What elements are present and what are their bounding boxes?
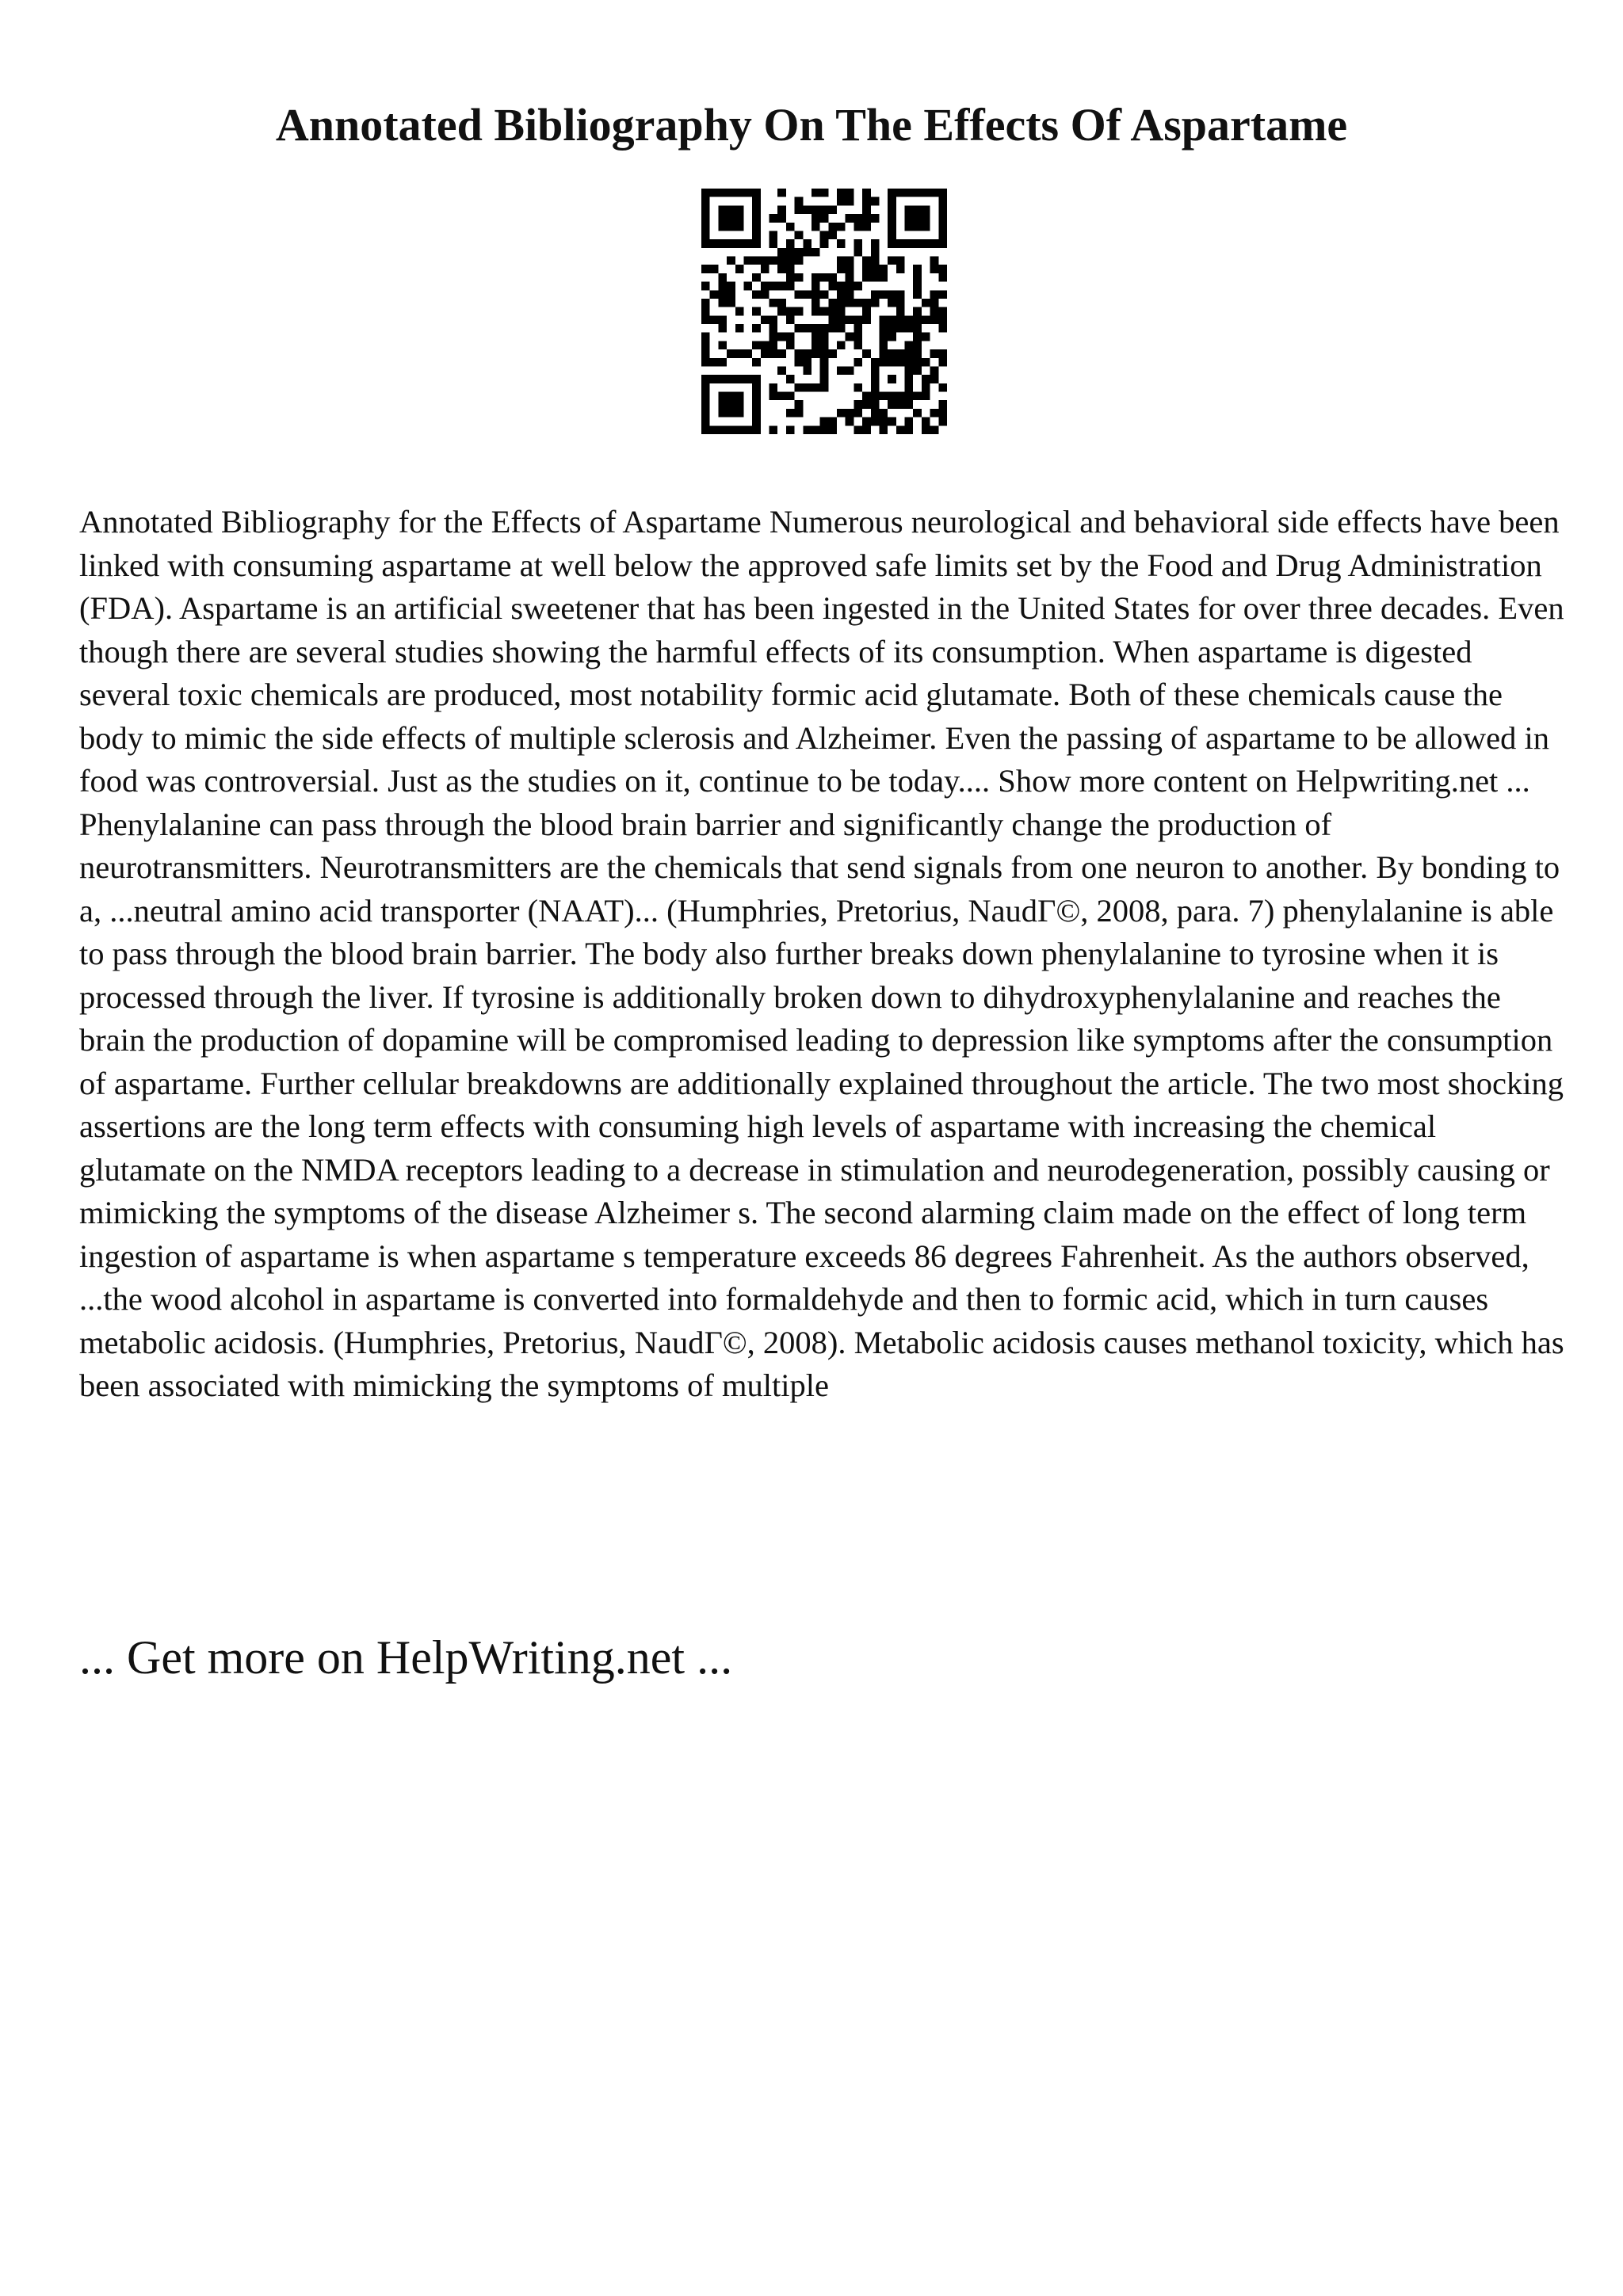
document-title: Annotated Bibliography On The Effects Of Aspartame <box>275 99 1348 151</box>
document-body <box>79 501 1569 1408</box>
get-more-link[interactable]: ... Get more on HelpWriting.net ... <box>79 1631 733 1684</box>
qr-code-icon <box>701 189 947 434</box>
body-paragraph: Annotated Bibliography for the Effects of Aspartame Numerous neurological and behavioral side effects have been linked with consuming aspartame at well below the approved safe limits set by the Food and Drug Administration (FDA). Aspartame is an artificial sweetener that has been ingested in the United States for over three decades. Even though there are several studies showing the harmful effects of its consumption. When aspartame is digested several toxic chemicals are produced, most notability formic acid glutamate. Both of these chemicals cause the body to mimic the side effects of multiple sclerosis and Alzheimer. Even the passing of aspartame to be allowed in food was controversial. Just as the studies on it, continue to be today.... Show more content on Helpwriting.net ... <box>79 504 1564 799</box>
body-paragraph: Phenylalanine can pass through the blood brain barrier and significantly change the production of neurotransmitters. Neurotransmitters are the chemicals that send signals from one neuron to another. By bonding to a, ...neutral amino acid transporter (NAAT)... (Humphries, Pretorius, NaudГ©, 2008, para. 7) phenylalanine is able to pass through the blood brain barrier. The body also further breaks down phenylalanine to tyrosine when it is processed through the liver. If tyrosine is additionally broken down to dihydroxyphenylalanine and reaches the brain the production of dopamine will be compromised leading to depression like symptoms after the consumption of aspartame. Further cellular breakdowns are additionally explained throughout the article. The two most shocking assertions are the long term effects with consuming high levels of aspartame with increasing the chemical glutamate on the NMDA receptors leading to a decrease in stimulation and neurodegeneration, possibly causing or mimicking the symptoms of the disease Alzheimer s. The second alarming claim made on the effect of long term ingestion of aspartame is when aspartame s temperature exceeds 86 degrees Fahrenheit. As the authors observed, ...the wood alcohol in aspartame is converted into formaldehyde and then to formic acid, which in turn causes metabolic acidosis. (Humphries, Pretorius, NaudГ©, 2008). Metabolic acidosis causes methanol toxicity, which has been associated with mimicking the symptoms of multiple <box>79 806 1564 1403</box>
